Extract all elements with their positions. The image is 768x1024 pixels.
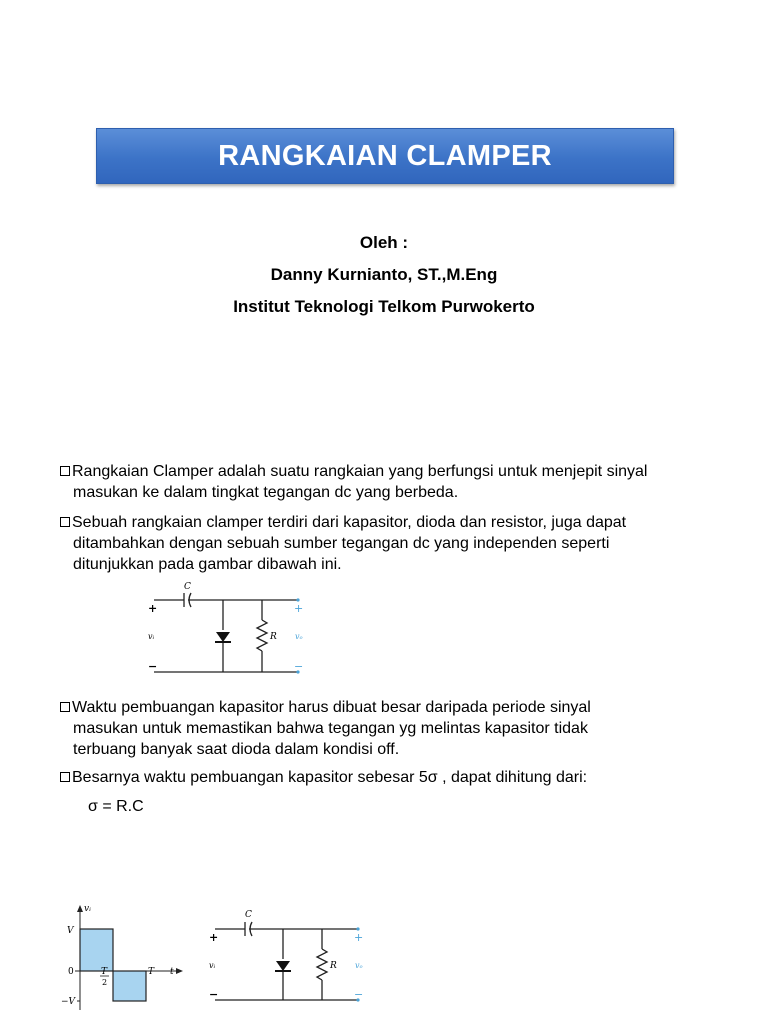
bullet-1: Rangkaian Clamper adalah suatu rangkaian yang berfungsi untuk menjepit sinyal masukan ke dalam tingkat tegangan dc yang berbeda. <box>60 461 760 503</box>
checkbox-bullet-icon <box>60 702 70 712</box>
input-label: vᵢ <box>209 961 216 970</box>
input-label: vᵢ <box>148 632 155 641</box>
input-minus: − <box>148 660 158 673</box>
resistor-label: R <box>270 632 277 642</box>
x-axis-label: t <box>170 967 174 977</box>
page-title: RANGKAIAN CLAMPER <box>218 139 552 172</box>
bullet-2: Sebuah rangkaian clamper terdiri dari kapasitor, dioda dan resistor, juga dapat ditambahkan dengan sebuah sumber tegangan dc yang independen seperti ditunjukkan pada gambar dibawah ini. <box>60 512 760 575</box>
origin-label: 0 <box>68 967 74 977</box>
output-label: vₒ <box>355 961 363 970</box>
author-institution: Institut Teknologi Telkom Purwokerto <box>233 297 535 316</box>
clamper-circuit-diagram-2 <box>205 907 375 1012</box>
period-label: T <box>148 967 155 977</box>
wave-positive-half <box>80 929 113 971</box>
resistor-label: R <box>330 961 337 971</box>
bullet-3: Waktu pembuangan kapasitor harus dibuat besar daripada periode sinyal masukan untuk memastikan bahwa tegangan yg melintas kapasitor tidak terbuang banyak saat dioda dalam kondisi off. <box>60 697 760 760</box>
clamper-circuit-diagram <box>140 578 315 683</box>
title-banner <box>96 128 674 184</box>
square-wave-graph <box>55 900 190 1015</box>
output-plus: + <box>354 931 364 944</box>
output-minus: − <box>294 660 304 673</box>
input-plus: + <box>209 931 219 944</box>
bullet-4: Besarnya waktu pembuangan kapasitor sebesar 5σ , dapat dihitung dari: <box>60 767 760 788</box>
time-constant-formula: σ = R.C <box>88 798 144 815</box>
v-positive-label: V <box>67 926 74 936</box>
capacitor-label: C <box>184 582 191 592</box>
checkbox-bullet-icon <box>60 517 70 527</box>
half-period-label: T <box>101 967 108 977</box>
half-period-denominator: 2 <box>102 978 108 987</box>
input-minus: − <box>209 988 219 1001</box>
author-by: Oleh : <box>359 233 409 252</box>
wave-negative-half <box>113 971 146 1001</box>
checkbox-bullet-icon <box>60 772 70 782</box>
checkbox-bullet-icon <box>60 466 70 476</box>
output-plus: + <box>294 602 304 615</box>
output-label: vₒ <box>295 632 303 641</box>
capacitor-label: C <box>245 910 252 920</box>
input-plus: + <box>148 602 158 615</box>
output-minus: − <box>354 988 364 1001</box>
v-negative-label: −V <box>61 997 76 1007</box>
y-axis-label: vᵢ <box>84 904 91 914</box>
author-name: Danny Kurnianto, ST.,M.Eng <box>270 265 498 284</box>
